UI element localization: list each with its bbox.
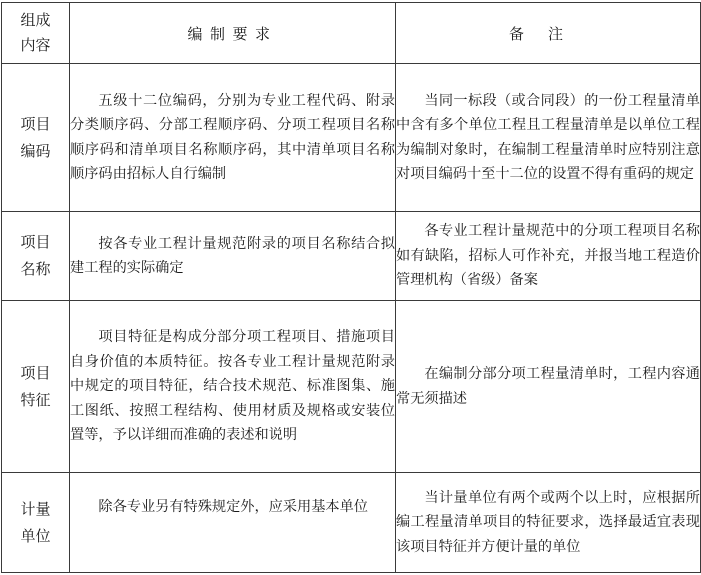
header-composition-line2: 内容: [20, 36, 51, 54]
note-text: 当同一标段（或合同段）的一份工程量清单中含有多个单位工程且工程量清单是以单位工程为编制对象时，在编制工程量清单时应特别注意对项目编码十至十二位的设置不得有重码的规定: [396, 92, 700, 182]
requirement-cell: [70, 64, 396, 212]
row-name-line1: 计量: [20, 499, 51, 518]
note-cell: [396, 212, 701, 301]
table-row-item-feature: [2, 301, 701, 473]
header-composition-line1: 组成: [20, 11, 51, 29]
requirement-text: 五级十二位编码，分别为专业工程代码、附录分类顺序码、分部工程顺序码、分项工程项目名称顺序码和清单项目名称顺序码，其中清单项目名称顺序码由招标人自行编制: [70, 92, 395, 182]
table-row-item-code: [2, 64, 701, 212]
row-name-line1: 项目: [20, 114, 51, 133]
note-cell: [396, 64, 701, 212]
table-row-item-name: [2, 212, 701, 301]
row-name-line2: 名称: [20, 260, 51, 278]
row-name-cell: [2, 212, 70, 301]
table-row-unit: [2, 473, 701, 573]
requirement-cell: [70, 473, 396, 573]
row-name-line2: 特征: [20, 390, 51, 409]
note-cell: [396, 473, 701, 573]
header-requirement: 编制要求: [70, 3, 396, 64]
requirement-text: 按各专业工程计量规范附录的项目名称结合拟建工程的实际确定: [70, 235, 395, 276]
row-name-line2: 编码: [20, 141, 51, 160]
header-composition: [2, 3, 70, 64]
row-name-cell: [2, 473, 70, 573]
requirement-text: 除各专业另有特殊规定外，应采用基本单位: [98, 499, 368, 515]
header-row: [2, 3, 701, 64]
note-text: 各专业工程计量规范中的分项工程项目名称如有缺陷，招标人可作补充，并报当地工程造价管理机构（省级）备案: [396, 223, 700, 289]
row-name-cell: [2, 64, 70, 212]
row-name-line2: 单位: [20, 526, 51, 545]
note-text: 当计量单位有两个或两个以上时，应根据所编工程量清单项目的特征要求，选择最适宜表现该项目特征并方便计量的单位: [396, 489, 700, 555]
requirement-cell: [70, 301, 396, 473]
requirement-text: 项目特征是构成分部分项工程项目、措施项目自身价值的本质特征。按各专业工程计量规范附录中规定的项目特征，结合技术规范、标准图集、施工图纸、按照工程结构、使用材质及规格或安装位置等，予以详细而准确的表述和说明: [70, 329, 395, 444]
note-text: 在编制分部分项工程量清单时，工程内容通常无须描述: [396, 366, 700, 407]
row-name-line1: 项目: [20, 233, 51, 251]
header-note: 备注: [396, 3, 701, 64]
row-name-line1: 项目: [20, 363, 51, 382]
note-cell: [396, 301, 701, 473]
bill-of-quantities-table: [1, 2, 701, 573]
requirement-cell: [70, 212, 396, 301]
row-name-cell: [2, 301, 70, 473]
